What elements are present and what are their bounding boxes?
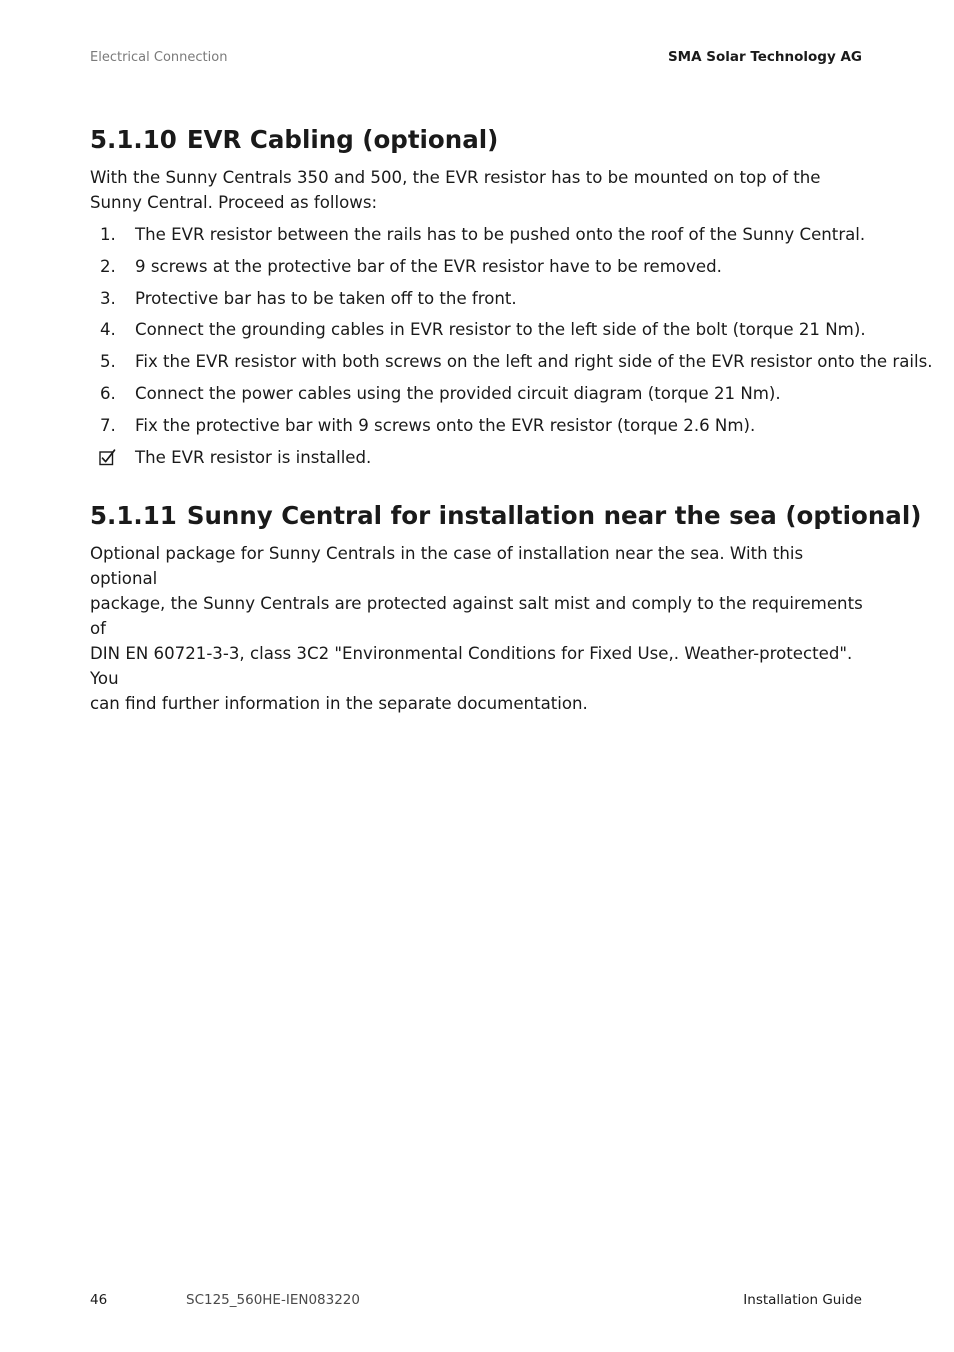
section-title: Sunny Central for installation near the sea (optional): [186, 500, 922, 530]
step-text: Protective bar has to be taken off to the front.: [135, 288, 517, 308]
result-text: The EVR resistor is installed.: [135, 447, 372, 467]
list-item: [90, 255, 865, 279]
document-id: SC125_560HE-IEN083220: [186, 1292, 360, 1308]
step-text: Connect the power cables using the provided circuit diagram (torque 21 Nm).: [135, 383, 781, 403]
section-heading: [90, 120, 865, 160]
list-item: [90, 382, 865, 406]
running-header-section: Electrical Connection: [90, 50, 228, 65]
section-title: EVR Cabling (optional): [186, 125, 499, 154]
body-line: package, the Sunny Centrals are protected against salt mist and comply to the requirements of: [90, 593, 863, 638]
section-heading: [90, 496, 922, 536]
step-text: Fix the protective bar with 9 screws onto the EVR resistor (torque 2.6 Nm).: [135, 415, 756, 435]
checkbox-checked-icon: [99, 449, 117, 467]
body-line: DIN EN 60721-3-3, class 3C2 "Environmental Conditions for Fixed Use,. Weather-protected". You: [90, 643, 853, 688]
running-header-company: SMA Solar Technology AG: [667, 49, 862, 65]
step-number: 6.: [100, 383, 116, 403]
result-item: [90, 446, 865, 470]
document-type: Installation Guide: [743, 1292, 862, 1308]
step-number: 4.: [100, 320, 116, 340]
step-number: 2.: [100, 256, 116, 276]
section-number: 5.1.11: [90, 500, 177, 530]
body-line: Optional package for Sunny Centrals in the case of installation near the sea. With this optional: [90, 543, 804, 588]
page-content: [90, 120, 933, 716]
step-number: 5.: [100, 352, 116, 372]
section-body: [90, 541, 865, 716]
body-line: can find further information in the separate documentation.: [90, 693, 588, 713]
step-list: [90, 223, 933, 470]
list-item: [90, 350, 933, 374]
list-item: [90, 318, 865, 342]
list-item: [90, 414, 865, 438]
step-text: Connect the grounding cables in EVR resistor to the left side of the bolt (torque 21 Nm).: [135, 320, 866, 340]
section-number: 5.1.10: [90, 125, 177, 154]
page-number: 46: [90, 1292, 108, 1308]
list-item: [90, 287, 865, 311]
section-sea-installation: [90, 496, 922, 716]
step-text: Fix the EVR resistor with both screws on the left and right side of the EVR resistor onto the rails.: [135, 352, 933, 372]
step-text: 9 screws at the protective bar of the EVR resistor have to be removed.: [135, 256, 722, 276]
section-intro: With the Sunny Centrals 350 and 500, the EVR resistor has to be mounted on top of the Sunny Central. Proceed as follows:: [90, 168, 821, 212]
step-number: 3.: [100, 288, 116, 308]
step-number: 1.: [100, 225, 116, 244]
section-evr-cabling: [90, 120, 933, 470]
step-number: 7.: [100, 415, 116, 435]
list-item: [90, 223, 865, 247]
step-text: The EVR resistor between the rails has to be pushed onto the roof of the Sunny Central.: [135, 225, 866, 244]
